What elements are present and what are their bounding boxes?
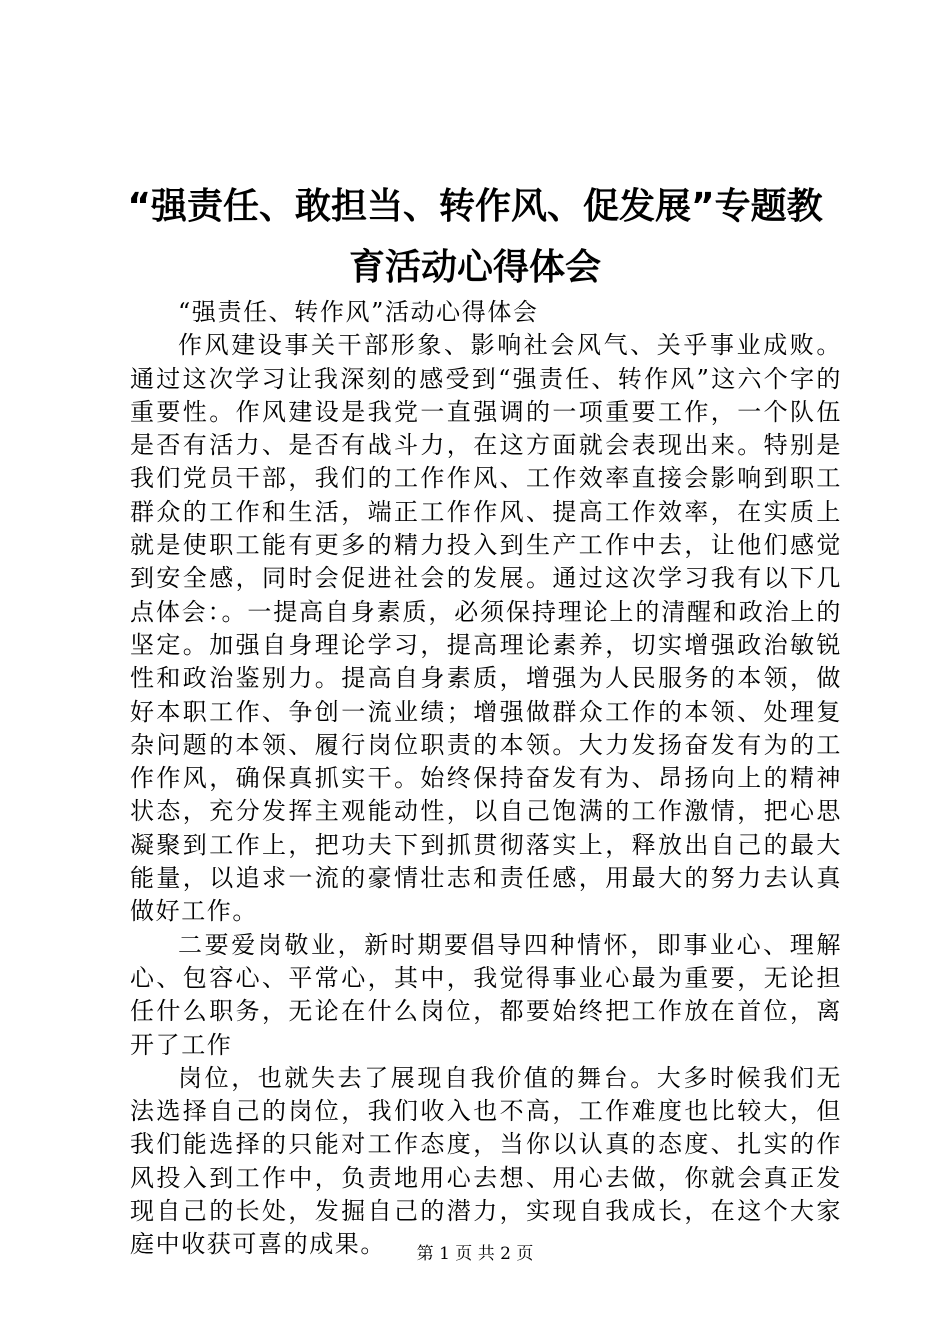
subtitle-paragraph: “强责任、转作风”活动心得体会 [178,298,539,326]
document-title-line-1: “强责任、敢担当、转作风、促发展”专题教 [127,186,823,227]
body-paragraph-1: 作风建设事关干部形象、影响社会风气、关乎事业成败。通过这次学习让我深刻的感受到“强责任、转作风”这六个字的重要性。作风建设是我党一直强调的一项重要工作，一个队伍是否有活力、是否有战斗力，在这方面就会表现出来。特别是我们党员干部，我们的工作作风、工作效率直接会影响到职工群众的工作和生活，端正工作作风、提高工作效率，在实质上就是使职工能有更多的精力投入到生产工作中去，让他们感觉到安全感，同时会促进社会的发展。通过这次学习我有以下几点体会：。一提高自身素质，必须保持理论上的清醒和政治上的坚定。加强自身理论学习，提高理论素养，切实增强政治敏锐性和政治鉴别力。提高自身素质，增强为人民服务的本领，做好本职工作、争创一流业绩；增强做群众工作的本领、处理复杂问题的本领、履行岗位职责的本领。大力发扬奋发有为的工作作风，确保真抓实干。始终保持奋发有为、昂扬向上的精神状态，充分发挥主观能动性，以自己饱满的工作激情，把心思凝聚到工作上，把功夫下到抓贯彻落实上，释放出自己的最大能量，以追求一流的豪情壮志和责任感，用最大的努力去认真做好工作。 [130,331,842,926]
document-title-line-2: 育活动心得体会 [348,247,601,288]
document-body [130,296,842,1262]
page-number-footer: 第 1 页 共 2 页 [416,1244,534,1264]
body-paragraph-3: 岗位，也就失去了展现自我价值的舞台。大多时候我们无法选择自己的岗位，我们收入也不高，工作难度也比较大，但我们能选择的只能对工作态度，当你以认真的态度、扎实的作风投入到工作中，负责地用心去想、用心去做，你就会真正发现自己的长处，发掘自己的潜力，实现自我成长，在这个大家庭中收获可喜的成果。 [130,1063,842,1259]
body-paragraph-2: 二要爱岗敬业，新时期要倡导四种情怀，即事业心、理解心、包容心、平常心，其中，我觉得事业心最为重要，无论担任什么职务，无论在什么岗位，都要始终把工作放在首位，离开了工作 [130,930,842,1059]
